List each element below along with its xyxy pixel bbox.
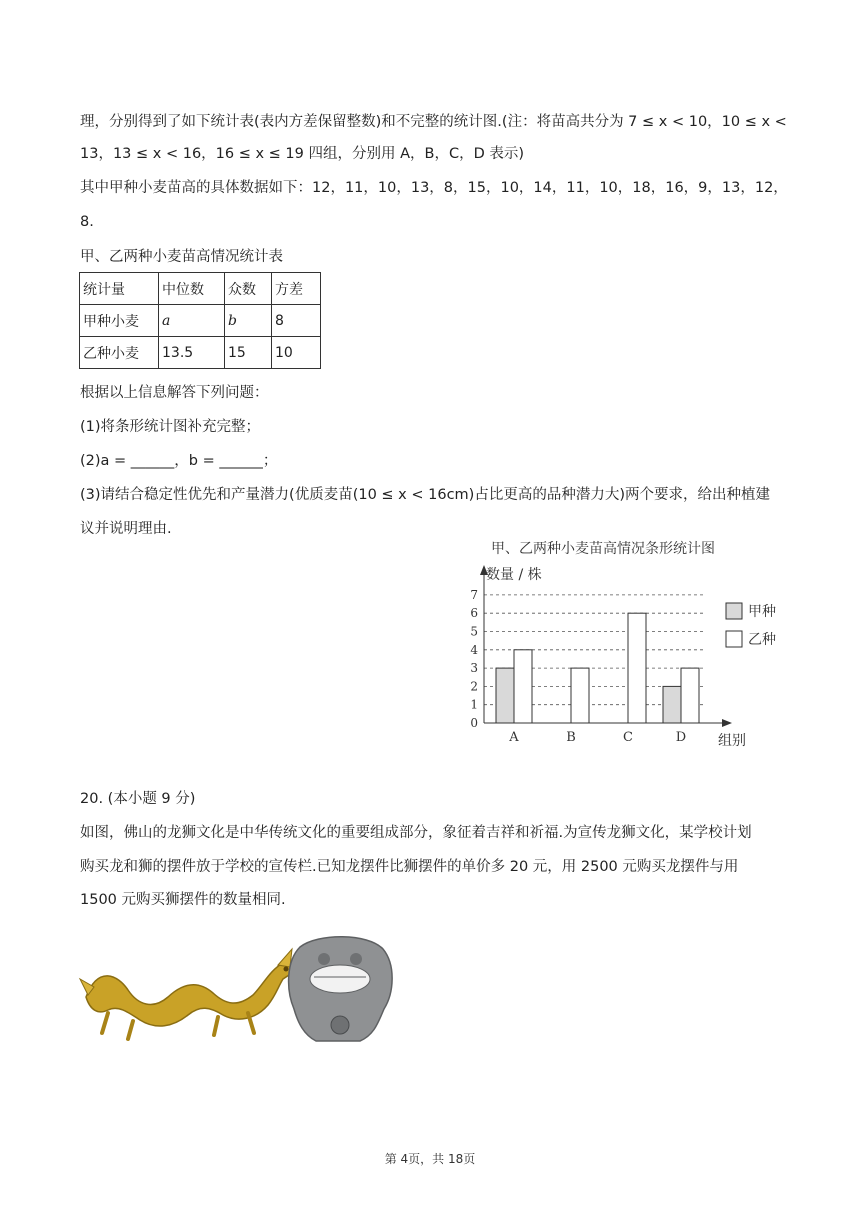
table-cell: 乙种小麦 (80, 337, 159, 369)
table-cell: 甲种小麦 (80, 305, 159, 337)
y-tick-label: 6 (470, 606, 478, 621)
table-cell: 13.5 (159, 337, 225, 369)
legend-label: 甲种 (748, 604, 776, 620)
bar-D-甲种 (663, 686, 681, 723)
table-header-cell: 众数 (225, 273, 272, 305)
y-tick-label: 3 (470, 661, 478, 676)
table-cell: 15 (225, 337, 272, 369)
bar-C-乙种 (628, 613, 646, 723)
x-axis-arrow (722, 719, 732, 727)
bar-D-乙种 (681, 668, 699, 723)
y-tick-label: 4 (470, 642, 478, 657)
y-tick-label: 1 (470, 697, 478, 712)
y-tick-label: 7 (470, 587, 478, 602)
dragon-figurine-image (80, 949, 295, 1039)
bar-A-乙种 (514, 650, 532, 723)
bar-A-甲种 (496, 668, 514, 723)
question-3-line-1: (3)请结合稳定性优先和产量潜力(优质麦苗(10 ≤ x < 16cm)占比更高的品种潜力大)两个要求，给出种植建 (80, 487, 770, 503)
chart-title: 甲、乙两种小麦苗高情况条形统计图 (491, 541, 715, 557)
problem-20-line-2: 购买龙和狮的摆件放于学校的宣传栏.已知龙摆件比狮摆件的单价多 20 元，用 2500 元购买龙摆件与用 (80, 859, 739, 875)
problem-20-line-1: 如图，佛山的龙狮文化是中华传统文化的重要组成部分，象征着吉祥和祈福.为宣传龙狮文化，某学校计划 (80, 825, 752, 841)
lion-figurine-image (289, 937, 393, 1041)
x-tick-label: D (675, 730, 687, 745)
problem-text-line-2: 13，13 ≤ x < 16，16 ≤ x ≤ 19 四组，分别用 A，B，C，D 表示) (80, 146, 525, 162)
question-intro: 根据以上信息解答下列问题： (80, 385, 269, 401)
table-header-cell: 统计量 (80, 273, 159, 305)
statistics-table (79, 272, 321, 369)
legend-swatch (726, 631, 742, 647)
question-1: (1)将条形统计图补充完整； (80, 419, 261, 435)
figurine-images (78, 935, 408, 1045)
y-tick-label: 2 (470, 679, 478, 694)
problem-text-line-1: 理，分别得到了如下统计表(表内方差保留整数)和不完整的统计图.(注：将苗高共分为 7 ≤ x < 10，10 ≤ x < (80, 114, 787, 130)
question-3-line-2: 议并说明理由. (80, 521, 172, 537)
x-tick-label: C (623, 730, 633, 745)
x-axis-label: 组别 (718, 733, 746, 749)
y-tick-label: 0 (470, 716, 478, 730)
bar-B-乙种 (571, 668, 589, 723)
page-footer: 第 4页，共 18页 (384, 1152, 476, 1166)
table-cell: 8 (272, 305, 321, 337)
table-header-cell: 中位数 (159, 273, 225, 305)
table-row (80, 337, 321, 369)
problem-20-line-3: 1500 元购买狮摆件的数量相同. (80, 892, 286, 908)
problem-text-line-3: 其中甲种小麦苗高的具体数据如下：12，11，10，13，8，15，10，14，11，10，18，16，9，13，12， (80, 180, 788, 196)
problem-20-heading: 20. (本小题 9 分) (80, 791, 196, 807)
bar-chart (436, 535, 796, 760)
table-header-row (80, 273, 321, 305)
problem-text-line-4: 8. (80, 214, 94, 230)
legend-swatch (726, 603, 742, 619)
y-axis-label: 数量 / 株 (486, 567, 542, 583)
table-title: 甲、乙两种小麦苗高情况统计表 (80, 249, 283, 265)
y-tick-label: 5 (470, 624, 478, 639)
legend-label: 乙种 (748, 632, 776, 648)
x-tick-label: B (566, 730, 576, 745)
table-cell: b (225, 305, 272, 337)
table-cell: a (159, 305, 225, 337)
table-row (80, 305, 321, 337)
x-tick-label: A (509, 730, 519, 745)
table-header-cell: 方差 (272, 273, 321, 305)
table-cell: 10 (272, 337, 321, 369)
question-2: (2)a = ______，b = ______； (80, 453, 278, 469)
